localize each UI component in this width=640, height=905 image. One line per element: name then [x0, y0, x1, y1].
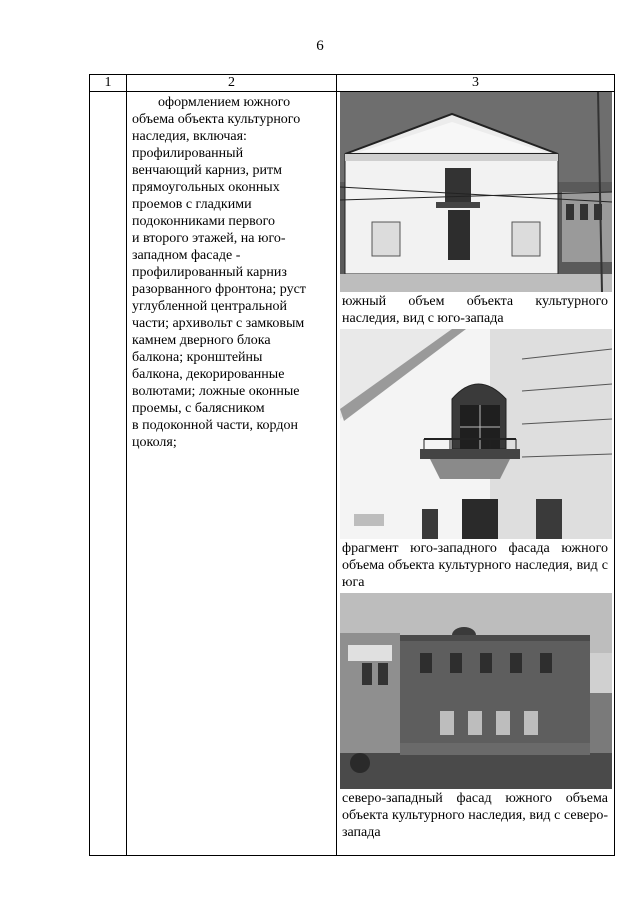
- description-line: и второго этажей, на юго-: [132, 231, 286, 246]
- photo-caption-2: фрагмент юго-западного фасада южного объема объекта культурного наследия, вид с юга: [342, 541, 608, 590]
- description-line: прямоугольных оконных: [132, 180, 280, 195]
- row-number-cell: [90, 92, 127, 856]
- description-line: проемов с гладкими: [132, 197, 252, 212]
- description-line: западном фасаде -: [132, 248, 241, 263]
- photo-figure-2: [340, 329, 612, 593]
- description-text: [127, 92, 336, 451]
- description-line: объема объекта культурного: [132, 112, 301, 127]
- description-line: волютами; ложные оконные: [132, 384, 300, 399]
- description-line: камнем дверного блока: [132, 333, 271, 348]
- building-photo-northwest-facade-icon: [340, 593, 612, 789]
- description-line: венчающий карниз, ритм: [132, 163, 283, 178]
- description-line: углубленной центральной: [132, 299, 287, 314]
- photo-caption-1: южный объем объекта культурного наследия, вид с юго-запада: [342, 294, 608, 326]
- description-cell: [127, 92, 337, 856]
- photo-figure-1: [340, 92, 612, 329]
- photos-cell: [337, 92, 615, 856]
- description-line: профилированный карниз: [132, 265, 287, 280]
- heritage-table: [89, 74, 615, 856]
- description-line: в подоконной части, кордон: [132, 418, 298, 433]
- description-line: проемы, с балясником: [132, 401, 265, 416]
- header-col-1: 1: [90, 75, 127, 92]
- description-line: балкона, декорированные: [132, 367, 285, 382]
- description-line: части; архивольт с замковым: [132, 316, 305, 331]
- description-line: балкона; кронштейны: [132, 350, 263, 365]
- photo-caption-3: северо-западный фасад южного объема объекта культурного наследия, вид с северо-запада: [342, 791, 608, 840]
- description-line: оформлением южного: [158, 95, 291, 110]
- header-col-3: 3: [337, 75, 615, 92]
- description-line: наследия, включая:: [132, 129, 247, 144]
- table-row: [90, 92, 615, 856]
- table-header-row: [90, 75, 615, 92]
- description-line: цоколя;: [132, 435, 177, 450]
- building-photo-facade-fragment-icon: [340, 329, 612, 539]
- photo-figure-3: [340, 593, 612, 843]
- description-line: разорванного фронтона; руст: [132, 282, 306, 297]
- description-line: подоконниками первого: [132, 214, 276, 229]
- building-photo-south-view-icon: [340, 92, 612, 292]
- header-col-2: 2: [127, 75, 337, 92]
- page-number: 6: [316, 38, 324, 54]
- description-line: профилированный: [132, 146, 244, 161]
